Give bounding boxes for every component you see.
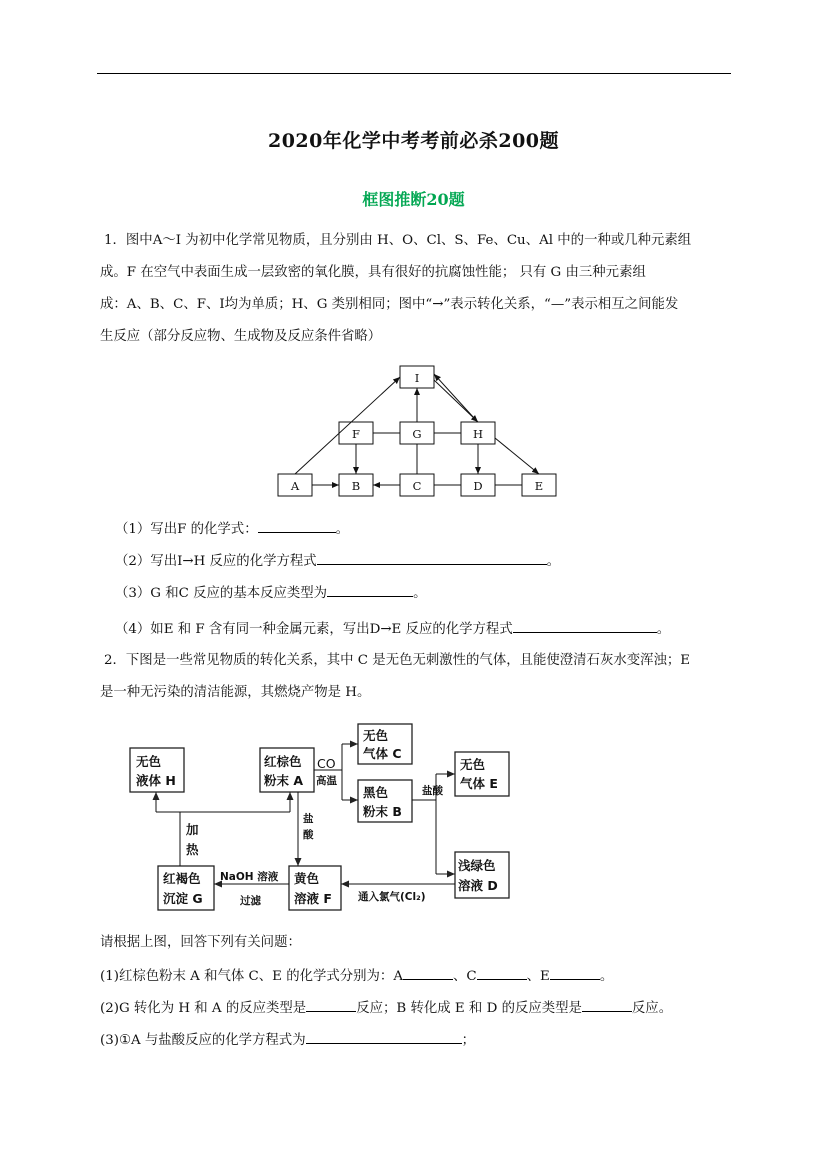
node-G-label: G [412, 427, 422, 441]
box-A-line1: 红棕色 [264, 754, 302, 769]
q1-diagram [270, 360, 570, 505]
node-I-label: I [414, 371, 420, 385]
header-rule [97, 73, 731, 74]
answer-blank[interactable] [513, 619, 657, 633]
answer-blank[interactable] [582, 998, 632, 1012]
q1-paragraph-line: 成：A、B、C、F、I均为单质；H、G 类别相同；图中“→”表示转化关系，“—”表示相互之间能发 [100, 297, 679, 312]
answer-blank[interactable] [306, 998, 356, 1012]
q2-ask: 请根据上图，回答下列有关问题： [100, 935, 301, 950]
box-C-line1: 无色 [363, 728, 389, 743]
box-A-line2: 粉末 A [264, 773, 304, 788]
co-label: CO [317, 756, 336, 771]
answer-blank[interactable] [306, 1030, 462, 1044]
box-D-line2: 溶液 D [458, 878, 498, 893]
box-D-line1: 浅绿色 [458, 858, 496, 873]
box-E-line2: 气体 E [460, 776, 498, 791]
cl2-label: 通入氯气(Cl₂) [358, 891, 426, 903]
answer-blank[interactable] [317, 551, 547, 565]
q2-sub-3: (3)①A 与盐酸反应的化学方程式为 ； [100, 1030, 740, 1050]
q2-paragraph-line: 2．下图是一些常见物质的转化关系，其中 C 是无色无刺激性的气体，且能使澄清石灰水变浑浊；E [104, 653, 691, 668]
node-C-label: C [412, 479, 422, 493]
box-H-line1: 无色 [136, 754, 162, 769]
guolv-label: 过滤 [240, 895, 261, 907]
answer-blank[interactable] [403, 966, 453, 980]
q2-sub-2: (2)G 转化为 H 和 A 的反应类型是 反应；B 转化成 E 和 D 的反应类型是 反应。 [100, 998, 740, 1018]
jia-label: 加 [186, 822, 199, 837]
box-B-line1: 黑色 [363, 785, 389, 800]
gaowen-label: 高温 [316, 775, 337, 787]
answer-blank[interactable] [477, 966, 527, 980]
q1-paragraph-line: 成。F 在空气中表面生成一层致密的氧化膜，具有很好的抗腐蚀性能； 只有 G 由三种元素组 [100, 265, 646, 280]
box-G-line2: 沉淀 G [163, 891, 203, 906]
answer-blank[interactable] [327, 583, 413, 597]
q1-paragraph-line: 1．图中A～I 为初中化学常见物质，且分别由 H、O、Cl、S、Fe、Cu、Al 中的一种或几种元素组 [104, 233, 692, 248]
node-B-label: B [351, 479, 361, 493]
box-G-line1: 红褐色 [163, 871, 201, 886]
box-F-line2: 溶液 F [294, 891, 332, 906]
q1-sub-4: （4）如E 和 F 含有同一种金属元素，写出D→E 反应的化学方程式 。 [115, 619, 755, 639]
arrow-A-I [295, 377, 400, 474]
box-C-line2: 气体 C [363, 746, 402, 761]
re-label: 热 [186, 842, 199, 857]
answer-blank[interactable] [258, 519, 336, 533]
q1-paragraph-line: 生反应（部分反应物、生成物及反应条件省略） [100, 329, 382, 344]
node-F-label: F [352, 427, 360, 441]
arrow-H-E [495, 438, 539, 474]
node-D-label: D [473, 479, 483, 493]
node-H-label: H [472, 427, 484, 441]
suan-label: 酸 [303, 829, 314, 841]
q1-sub-3: （3）G 和C 反应的基本反应类型为 。 [115, 583, 755, 603]
box-E-line1: 无色 [460, 757, 486, 772]
yan-label: 盐 [303, 813, 314, 825]
node-E-label: E [534, 479, 544, 493]
box-B-line2: 粉末 B [363, 804, 402, 819]
section-subtitle: 框图推断20题 [362, 190, 465, 209]
box-H-line2: 液体 H [136, 773, 176, 788]
page-title: 2020年化学中考考前必杀200题 [267, 130, 560, 152]
q2-diagram [120, 718, 520, 918]
naoh-label: NaOH 溶液 [220, 871, 279, 883]
node-A-label: A [290, 479, 300, 493]
q2-paragraph-line: 是一种无污染的清洁能源，其燃烧产物是 H。 [100, 685, 371, 700]
q2-sub-1: (1)红棕色粉末 A 和气体 C、E 的化学式分别为：A 、C 、E 。 [100, 966, 740, 986]
answer-blank[interactable] [550, 966, 600, 980]
yansuan-label: 盐酸 [422, 785, 443, 797]
q1-sub-1: （1）写出F 的化学式： 。 [115, 519, 755, 539]
box-F-line1: 黄色 [294, 871, 320, 886]
arrow-H-I [434, 374, 474, 418]
q1-sub-2: （2）写出I→H 反应的化学方程式 。 [115, 551, 755, 571]
